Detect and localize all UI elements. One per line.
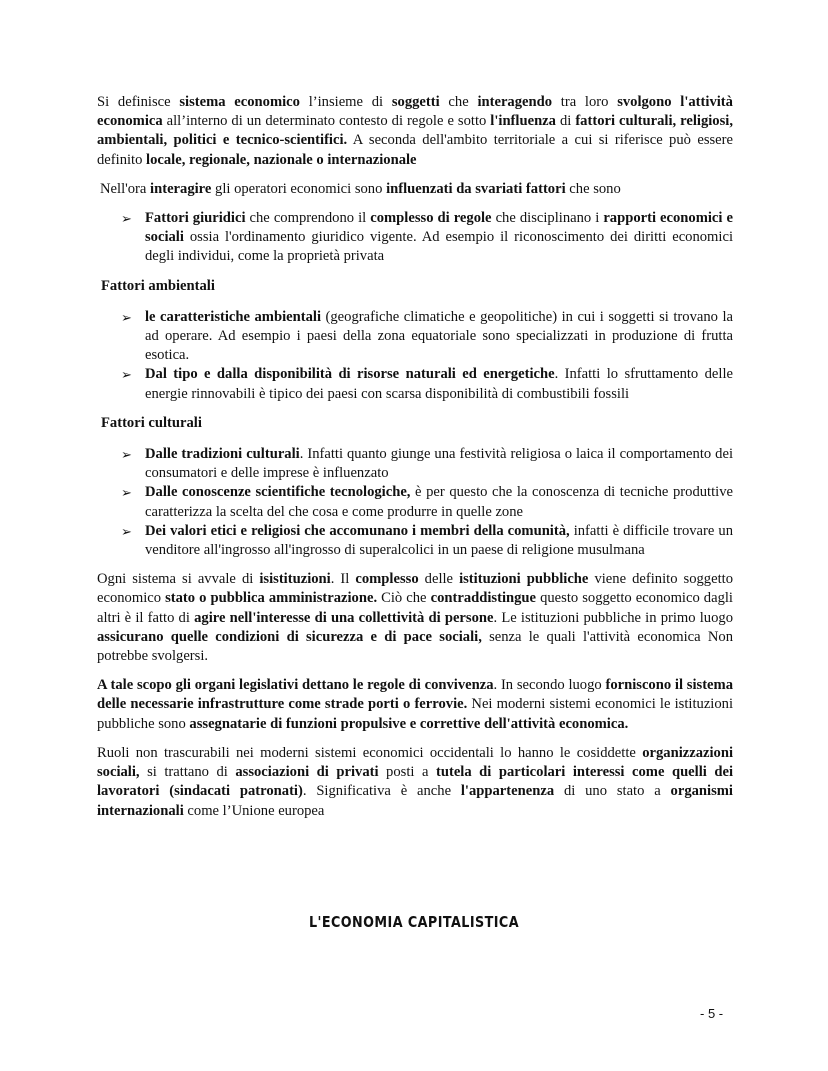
bold-text: Dalle conoscenze scientifiche tecnologiche, <box>145 484 411 501</box>
bold-text: organizzazioni sociali, <box>97 744 733 781</box>
bold-text: sistema economico <box>179 94 300 110</box>
bullet-list <box>97 209 733 267</box>
bold-text: Fattori culturali <box>101 414 202 431</box>
document-body <box>97 93 733 831</box>
bold-text: complesso <box>355 571 419 588</box>
text: A seconda dell'ambito territoriale a cui si riferisce può essere definito <box>97 132 733 168</box>
text: infatti è difficile trovare un venditore all'ingrosso all'ingrosso di superalcolici in un paese di religione musulmana <box>145 522 733 559</box>
text: che disciplinano i <box>491 210 604 227</box>
text: è per questo che la conoscenza di tecniche produttive caratterizza la scelta del che cosa e come produrre in quelle zone <box>145 484 733 520</box>
paragraph <box>97 744 733 821</box>
text: tra loro <box>552 94 618 110</box>
bold-text: istituzioni pubbliche <box>459 571 589 588</box>
text: posti a <box>378 764 436 781</box>
paragraph <box>97 180 733 199</box>
bold-text: organismi internazionali <box>97 783 733 819</box>
bold-text: l'influenza <box>490 113 556 130</box>
bold-text: interagire <box>150 180 212 197</box>
paragraph <box>97 676 733 734</box>
bold-text: interagendo <box>477 94 553 110</box>
text: . Significativa è anche <box>302 783 461 800</box>
text: di <box>555 113 576 130</box>
bold-text: tutela di particolari interessi come quelli dei lavoratori (sindacati patronati) <box>97 764 733 800</box>
text: Nei moderni sistemi economici le istituzioni pubbliche sono <box>97 696 733 732</box>
text: si trattano di <box>139 764 236 781</box>
text: senza le quali l'attività economica Non potrebbe svolgersi. <box>97 628 733 665</box>
bold-text: assicurano quelle condizioni di sicurezza e di pace sociali, <box>97 628 482 645</box>
text: Ruoli non trascurabili nei moderni sistemi economici occidentali lo hanno le cosiddette <box>97 744 643 761</box>
bold-text: fattori culturali, religiosi, ambientali, politici e tecnico-scientifici. <box>97 113 733 149</box>
bold-text: influenzati da svariati fattori <box>386 180 566 197</box>
text: ossia l'ordinamento giuridico vigente. Ad esempio il riconoscimento dei diritti economici degli individui, come la proprietà privata <box>145 229 733 265</box>
text: che comprendono il <box>245 210 371 227</box>
text: come l’Unione europea <box>183 802 325 819</box>
text: Ogni sistema si avvale di <box>97 571 260 588</box>
arrow-bullet-icon: ➢ <box>121 447 132 463</box>
list-item <box>121 522 733 560</box>
text: che sono <box>565 180 621 197</box>
bold-text: Dei valori etici e religiosi che accomunano i membri della comunità, <box>145 522 570 539</box>
bold-text: l'appartenenza <box>460 783 555 800</box>
list-item <box>121 209 733 267</box>
text: . In secondo luogo <box>493 677 606 694</box>
text: (geografiche climatiche e geopolitiche) in cui i soggetti si trovano la ad operare. Ad esempio i paesi della zona equatoriale sono specializzati in produzione di frutta esotica. <box>145 308 733 364</box>
list-item <box>121 365 733 403</box>
arrow-bullet-icon: ➢ <box>121 367 132 383</box>
bullet-list <box>97 308 733 404</box>
text: all’interno di un determinato contesto di regole e sotto <box>162 113 491 130</box>
list-item <box>121 445 733 483</box>
text: delle <box>418 571 460 588</box>
paragraph <box>97 93 733 170</box>
list-item <box>121 483 733 521</box>
bold-text: soggetti <box>391 94 440 110</box>
bold-text: associazioni di privati <box>235 764 379 781</box>
bold-text: forniscono il sistema delle necessarie infrastrutture come strade porti o ferrovie. <box>97 677 733 713</box>
bold-text: A tale scopo gli organi legislativi dettano le regole di convivenza <box>97 677 494 694</box>
bold-text: complesso di regole <box>370 210 492 227</box>
bold-text: stato o pubblica amministrazione. <box>165 590 378 607</box>
section-heading <box>101 277 733 296</box>
text: . Le istituzioni pubbliche in primo luogo <box>493 609 733 626</box>
text: di uno stato a <box>554 783 671 800</box>
bold-text: assegnatarie di funzioni propulsive e correttive dell'attività economica. <box>189 715 629 732</box>
section-title: L'ECONOMIA CAPITALISTICA <box>308 913 519 931</box>
bold-text: agire nell'interesse di una collettività di persone <box>194 609 494 626</box>
section-heading <box>101 414 733 433</box>
bold-text: Dal tipo e dalla disponibilità di risorse naturali ed energetiche <box>145 366 555 383</box>
text: viene definito soggetto economico <box>97 571 733 607</box>
bold-text: Fattori giuridici <box>145 210 246 227</box>
bold-text: isistituzioni <box>259 571 331 588</box>
paragraph <box>97 570 733 666</box>
text: . Il <box>330 571 356 588</box>
bold-text: svolgono l'attività economica <box>97 94 733 130</box>
bold-text: Fattori ambientali <box>101 277 215 294</box>
text: Ciò che <box>377 590 431 607</box>
text: gli operatori economici sono <box>211 180 387 197</box>
arrow-bullet-icon: ➢ <box>121 485 132 501</box>
text: . Infatti quanto giunge una festività religiosa o laica il comportamento dei consumatori e delle imprese è influenzato <box>145 446 733 482</box>
list-item <box>121 308 733 366</box>
text: che <box>439 94 478 110</box>
bold-text: le caratteristiche ambientali <box>145 308 321 325</box>
text: Si definisce <box>97 94 180 110</box>
text: l’insieme di <box>299 94 392 110</box>
bold-text: Dalle tradizioni culturali <box>145 446 300 463</box>
bold-text: rapporti economici e sociali <box>145 210 733 246</box>
page-number: - 5 - <box>700 1006 724 1021</box>
text: questo soggetto economico dagli altri è il fatto di <box>97 590 733 626</box>
arrow-bullet-icon: ➢ <box>121 523 132 539</box>
arrow-bullet-icon: ➢ <box>121 211 132 227</box>
bold-text: contraddistingue <box>430 590 537 607</box>
arrow-bullet-icon: ➢ <box>121 309 132 325</box>
bold-text: locale, regionale, nazionale o internazionale <box>146 151 417 168</box>
text: Nell'ora <box>100 180 151 197</box>
text: . Infatti lo sfruttamento delle energie rinnovabili è tipico dei paesi con scarsa disponibilità di combustibili fossili <box>145 366 733 402</box>
bullet-list <box>97 445 733 560</box>
